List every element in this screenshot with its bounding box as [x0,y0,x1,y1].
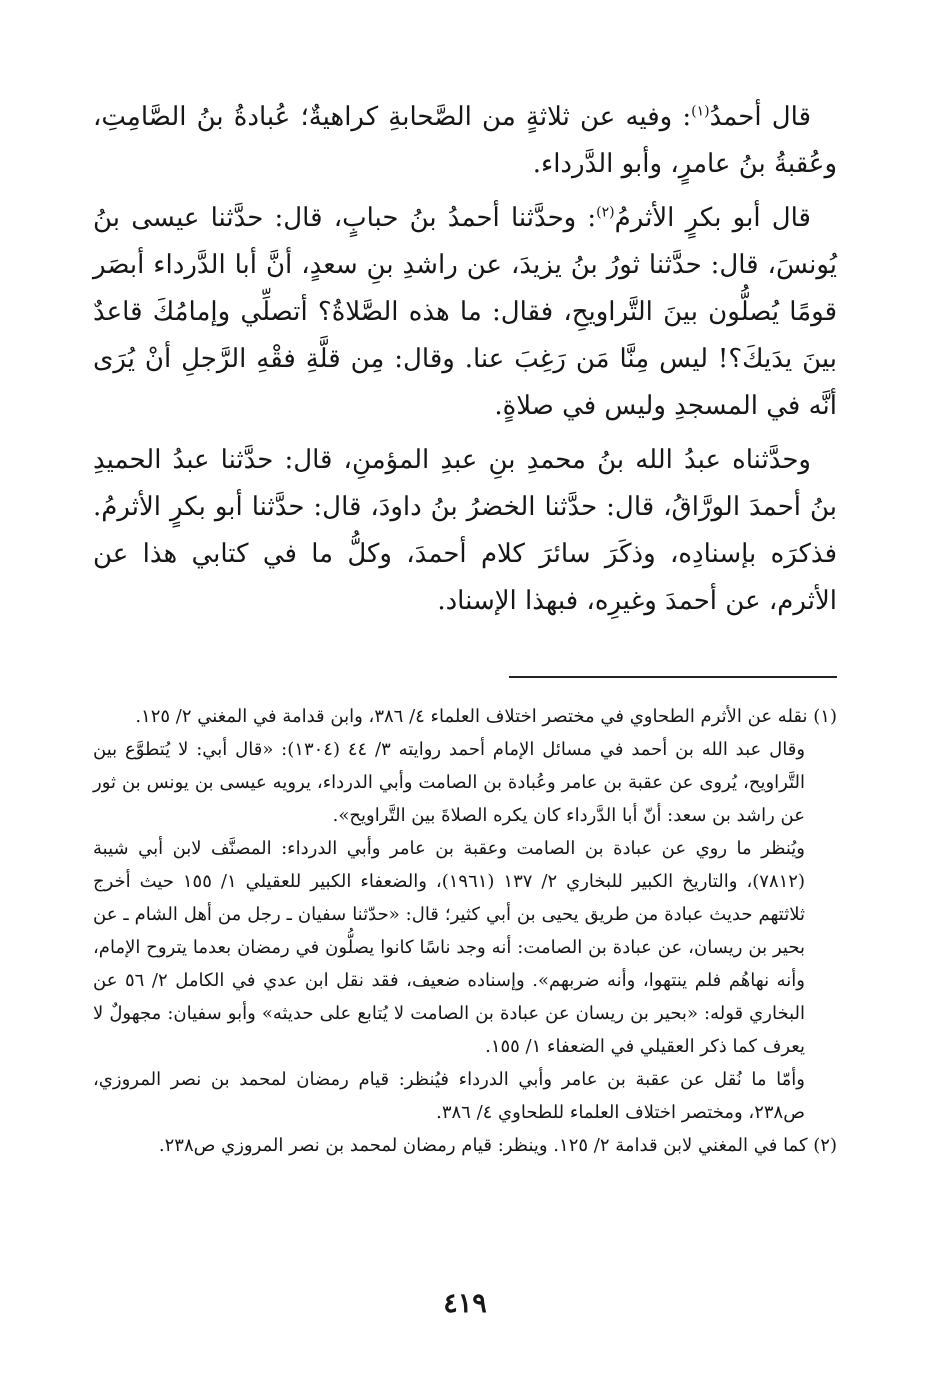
paragraph-1-before: قال أحمدُ [709,102,811,132]
footnote-1-number: (١) [813,706,837,727]
footnote-1-text: نقله عن الأثرم الطحاوي في مختصر اختلاف العلماء ٤/ ٣٨٦، وابن قدامة في المغني ٢/ ١٢٥. [135,706,808,727]
footnote-2-text: كما في المغني لابن قدامة ٢/ ١٢٥. وينظر: قيام رمضان لمحمد بن نصر المروزي ص٢٣٨. [158,1135,808,1156]
main-text [93,94,837,632]
paragraph-2 [93,195,837,430]
footnote-separator [509,676,837,678]
paragraph-1-after: : وفيه عن ثلاثةٍ من الصَّحابةِ كراهيةٌ؛ عُبادةُ بنُ الصَّامِتِ، وعُقبةُ بنُ عامرٍ، وأبو الدَّرداء. [93,102,837,179]
footnote-1-para4: وأمّا ما نُقل عن عقبة بن عامر وأبي الدرداء فيُنظر: قيام رمضان لمحمد بن نصر المروزي، ص٢٣٨، ومختصر اختلاف العلماء للطحاوي ٤/ ٣٨٦. [93,1069,805,1123]
footnote-1-line1 [93,700,837,733]
footnote-2-number: (٢) [813,1135,837,1156]
footnote-1-para2: وقال عبد الله بن أحمد في مسائل الإمام أحمد روايته ٣/ ٤٤ (١٣٠٤): «قال أبي: لا يُتطوَّع بين التَّراويح، يُروى عن عقبة بن عامر وعُبادة بن الصامت وأبي الدرداء، يرويه عيسى بن يونس بن ثور عن راشد بن سعد: أنّ أبا الدَّرداء كان يكره الصلاةَ بين التَّراويح». [93,739,806,826]
paragraph-3 [93,437,837,625]
paragraph-2-before: قال أبو بكرٍ الأثرمُ [614,203,811,233]
paragraph-1 [93,94,837,188]
paragraph-2-after: : وحدَّثنا أحمدُ بنُ حبابٍ، قال: حدَّثنا عيسى بنُ يُونسَ، قال: حدَّثنا ثورُ بنُ يزيدَ، عن راشدِ بنِ سعدٍ، أنَّ أبا الدَّرداء أبصَر قومًا يُصلُّون بينَ التَّراويحِ، فقال: ما هذه الصَّلاةُ؟ أتصلِّي وإمامُكَ قاعدٌ بينَ يدَيكَ؟! ليس مِنَّا مَن رَغِبَ عنا. وقال: مِن قلَّةِ فقْهِ الرَّجلِ أنْ يُرَى أنَّه في المسجدِ وليس في صلاةٍ. [93,203,837,421]
paragraph-3-text: وحدَّثناه عبدُ الله بنُ محمدِ بنِ عبدِ المؤمنِ، قال: حدَّثنا عبدُ الحميدِ بنُ أحمدَ الورَّاقُ، قال: حدَّثنا الخضرُ بنُ داودَ، قال: حدَّثنا أبو بكرٍ الأثرمُ. فذكرَه بإسنادِه، وذكَرَ سائرَ كلام أحمدَ، وكلُّ ما في كتابي هذا عن الأثرم، عن أحمدَ وغيرِه، فبهذا الإسناد. [93,445,837,616]
footnote-2 [93,1129,837,1162]
footnote-ref-2[interactable]: (٢) [596,204,615,221]
footnotes [93,700,837,1162]
footnote-1-para3: ويُنظر ما روي عن عبادة بن الصامت وعقبة بن عامر وأبي الدرداء: المصنَّف لابن أبي شيبة (٧٨١٢)، والتاريخ الكبير للبخاري ٢/ ١٣٧ (١٩٦١)، والضعفاء الكبير للعقيلي ١/ ١٥٥ حيث أخرج ثلاثتهم حديث عبادة من طريق يحيى بن أبي كثير؛ قال: «حدّثنا سفيان ـ رجل من أهل الشام ـ عن بحير بن ريسان، عن عبادة بن الصامت: أنه وجد ناسًا كانوا يصلُّون في رمضان بعدما يتروح الإمام، وأنه نهاهُم فلم ينتهوا، وأنه ضربهم». وإسناده ضعيف، فقد نقل ابن عدي في الكامل ٢/ ٥٦ عن البخاري قوله: «بحير بن ريسان عن عبادة بن الصامت لا يُتابع على حديثه» وأبو سفيان: مجهولٌ لا يعرف كما ذكر العقيلي في الضعفاء ١/ ١٥٥. [93,838,805,1057]
footnote-ref-1[interactable]: (١) [691,103,710,120]
page-number: ٤١٩ [443,1288,487,1319]
